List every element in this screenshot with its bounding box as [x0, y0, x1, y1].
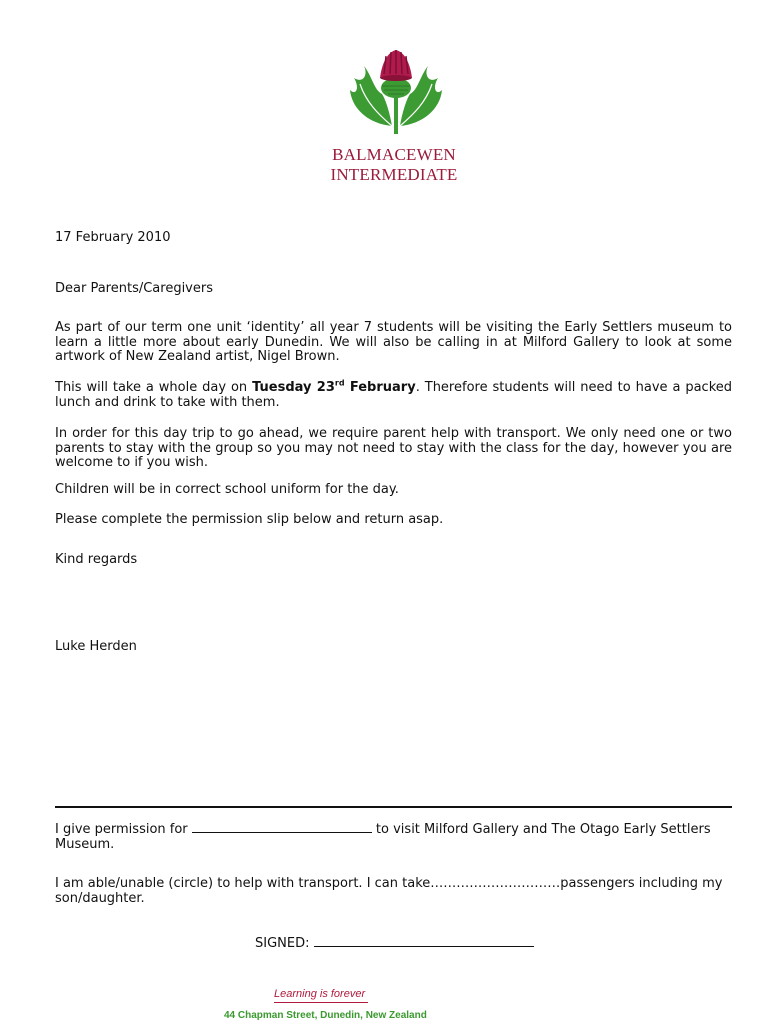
cut-line-divider — [55, 806, 732, 808]
trip-date-post: . Therefore students will need to have a packed lunch and drink to take with them. — [55, 380, 733, 410]
paragraph-trip-date — [55, 378, 733, 410]
signed-label: SIGNED: — [255, 936, 314, 951]
thistle-logo — [330, 44, 462, 136]
school-name-line1: BALMACEWEN — [332, 145, 456, 164]
trip-day-suffix: rd — [334, 378, 345, 388]
transport-pre: I am able/unable (circle) to help with transport. I can take — [55, 876, 431, 891]
trip-date-bold — [252, 380, 416, 395]
transport-post: passengers including my son/daughter. — [55, 876, 723, 906]
paragraph-intro: As part of our term one unit ‘identity’ all year 7 students will be visiting the Early Settlers museum to learn a little more about early Dunedin. We will also be calling in at Milford Gallery to look at some artwork of New Zealand artist, Nigel Brown. — [55, 320, 732, 365]
permission-pre: I give permission for — [55, 822, 192, 837]
signature-name: Luke Herden — [55, 639, 137, 654]
footer-tagline: Learning is forever — [274, 988, 366, 1000]
trip-day: Tuesday 23 — [252, 380, 335, 395]
child-name-field[interactable] — [192, 821, 372, 833]
letter-date: 17 February 2010 — [55, 230, 171, 245]
paragraph-permission-slip: Please complete the permission slip below and return asap. — [55, 512, 444, 527]
permission-post: to visit Milford Gallery and The Otago Early Settlers Museum. — [55, 822, 711, 852]
school-name-line2: INTERMEDIATE — [330, 165, 458, 184]
letter-salutation: Dear Parents/Caregivers — [55, 281, 213, 296]
trip-month: February — [344, 380, 416, 395]
paragraph-uniform: Children will be in correct school uniform for the day. — [55, 482, 399, 497]
passenger-count-field[interactable]: ………………………… — [430, 876, 561, 891]
transport-statement — [55, 877, 732, 906]
footer-address: 44 Chapman Street, Dunedin, New Zealand — [224, 1010, 427, 1021]
paragraph-transport-request: In order for this day trip to go ahead, we require parent help with transport. We only need one or two parents to stay with the group so you may not need to stay with the class for the day, however you are welcome to if you wish. — [55, 426, 732, 471]
signed-line — [255, 935, 534, 951]
signature-field[interactable] — [314, 935, 534, 947]
trip-date-pre: This will take a whole day on — [55, 380, 253, 395]
footer-tagline-underline — [274, 1002, 368, 1003]
permission-statement — [55, 821, 732, 852]
letter-closing: Kind regards — [55, 552, 138, 567]
